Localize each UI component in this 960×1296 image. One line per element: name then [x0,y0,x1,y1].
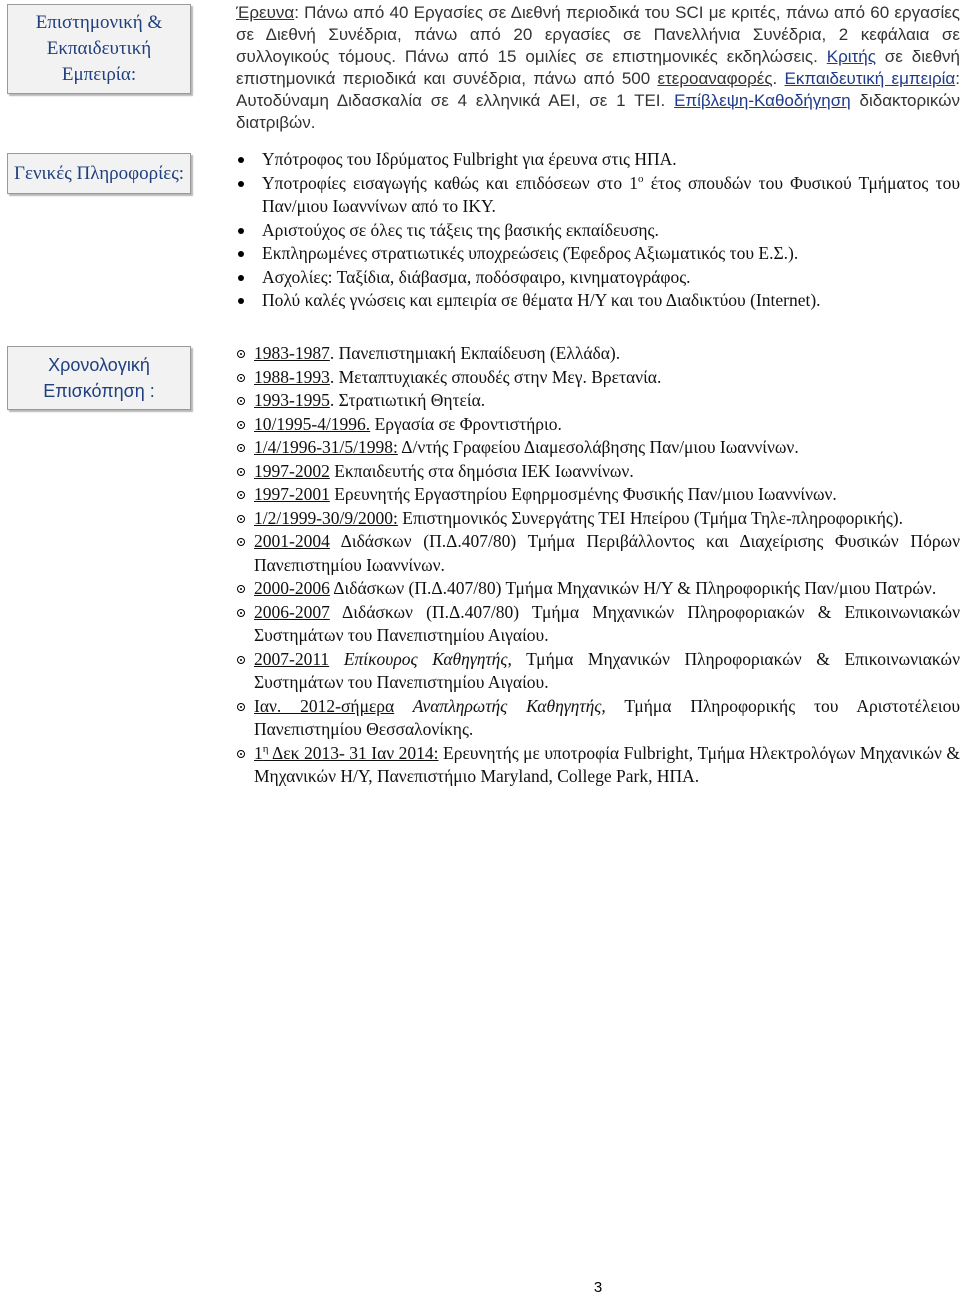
entry-date: 1983-1987 [254,343,330,363]
list-item: Αριστούχος σε όλες τις τάξεις της βασικής εκπαίδευσης. [262,219,960,243]
entry-date: 1/4/1996-31/5/1998: [254,437,398,457]
list-item [254,389,960,413]
list-item [262,172,960,219]
section-label-expertise [7,4,191,94]
list-item [254,413,960,437]
list-item [254,460,960,484]
entry-text: Διδάσκων (Π.Δ.407/80) Τμήμα Περιβάλλοντος και Διαχείρισης Φυσικών Πόρων Πανεπιστημίου Ιωαννίνων. [254,531,960,575]
superscript: η [262,742,269,755]
entry-text: Επιστημονικός Συνεργάτης ΤΕΙ Ηπείρου (Τμήμα Τηλε-πληροφορικής). [397,507,903,528]
entry-date: 2006-2007 [254,601,330,622]
list-item [254,530,960,577]
supervision-text: διδακτορικών διατριβών. [236,91,960,132]
list-item [254,577,960,601]
section-label-text: Επιστημονική & Εκπαιδευτική Εμπειρία: [35,12,163,85]
list-item: Υπότροφος του Ιδρύματος Fulbright για έρευνα στις ΗΠΑ. [262,148,960,172]
entry-text: Διδάσκων (Π.Δ.407/80) Τμήμα Μηχανικών Πληροφοριακών & Επικοινωνιακών Συστημάτων του Πανεπιστημίου Αιγαίου. [254,601,960,645]
entry-date: 1988-1993 [254,366,330,387]
citations-label: ετεροαναφορές [657,69,773,88]
reviewer-label: Κριτής [826,47,876,66]
entry-text: . Πανεπιστημιακή Εκπαίδευση (Ελλάδα). [329,343,621,363]
entry-role: Επίκουρος Καθηγητής, [329,648,512,669]
list-item: Ασχολίες: Ταξίδια, διάβασμα, ποδόσφαιρο, κινηματογράφος. [262,266,960,290]
entry-text: Διδάσκων (Π.Δ.407/80) Τμήμα Μηχανικών Η/Υ & Πληροφορικής Παν/μιου Πατρών. [329,578,937,598]
entry-date: 10/1995-4/1996. [254,413,371,434]
entry-date: 1997-2001 [254,484,330,504]
section-label-chronology [7,346,191,410]
entry-text: Ερευνητής με υποτροφία Fulbright, Τμήμα Ηλεκτρολόγων Μηχανικών & Μηχανικών Η/Υ, Πανεπιστήμιο Maryland, College Park, ΗΠΑ. [254,742,960,786]
scholarship-text: έτος σπουδών του Φυσικού Τμήματος του Παν/μιου Ιωαννίνων από το ΙΚΥ. [262,172,960,216]
list-item [254,366,960,390]
entry-date: 2001-2004 [254,531,330,551]
list-item [254,436,960,460]
entry-date: 2007-2011 [254,648,330,669]
scholarship-text: Υποτροφίες εισαγωγής καθώς και επιδόσεων στο 1 [262,172,639,193]
chronology-list [254,342,960,789]
teaching-label: Εκπαιδευτική εμπειρία [784,69,956,88]
list-item [254,695,960,742]
list-item [254,601,960,648]
section-label-text: Χρονολογική Επισκόπηση : [43,355,155,401]
expertise-paragraph [236,2,960,134]
entry-role: Αναπληρωτής Καθηγητής, [394,695,606,716]
entry-text: . Στρατιωτική Θητεία. [329,390,486,410]
teaching-text: : Αυτοδύναμη Διδασκαλία σε 4 ελληνικά ΑΕΙ, σε 1 ΤΕΙ. [236,69,960,110]
entry-date: 1993-1995 [254,390,330,410]
reviewer-text: σε διεθνή επιστημονικά περιοδικά και συνέδρια, πάνω από 500 [236,47,960,88]
list-item [254,507,960,531]
list-item [254,342,960,366]
list-item: Πολύ καλές γνώσεις και εμπειρία σε θέματα Η/Υ και του Διαδικτύου (Internet). [262,289,960,313]
list-item: Εκπληρωμένες στρατιωτικές υποχρεώσεις (Έφεδρος Αξιωματικός του Ε.Σ.). [262,242,960,266]
entry-text: Εργασία σε Φροντιστήριο. [370,413,562,434]
citations-end: . [772,69,778,88]
list-item [254,742,960,789]
entry-text: Δ/ντής Γραφείου Διαμεσολάβησης Παν/μιου Ιωαννίνων. [397,437,799,457]
research-label: Έρευνα [236,3,295,22]
section-label-general [7,153,191,194]
entry-date: 1997-2002 [254,460,330,481]
entry-date: 1/2/1999-30/9/2000: [254,507,398,528]
list-item [254,648,960,695]
list-item [254,483,960,507]
entry-date: Ιαν. 2012-σήμερα [254,695,395,716]
entry-text: Τμήμα Πληροφορικής του Αριστοτέλειου Πανεπιστημίου Θεσσαλονίκης. [254,695,960,739]
supervision-label: Επίβλεψη-Καθοδήγηση [674,91,851,110]
entry-text: Εκπαιδευτής στα δημόσια ΙΕΚ Ιωαννίνων. [329,460,634,481]
entry-text: Τμήμα Μηχανικών Πληροφοριακών & Επικοινωνιακών Συστημάτων του Πανεπιστημίου Αιγαίου. [254,648,960,692]
entry-date: 2000-2006 [254,578,330,598]
section-label-text: Γενικές Πληροφορίες: [13,162,185,184]
general-info-list [262,148,960,313]
entry-text: Ερευνητής Εργαστηρίου Εφηρμοσμένης Φυσικής Παν/μιου Ιωαννίνων. [329,484,837,504]
date-rest: Δεκ 2013- 31 Ιαν 2014: [268,742,439,763]
date-number: 1 [254,742,263,763]
research-text: : Πάνω από 40 Εργασίες σε Διεθνή περιοδικά του SCI με κριτές, πάνω από 60 εργασίες σε Διεθνή Συνέδρια, πάνω από 20 εργασίες σε Πανελλήνια Συνέδρια, 2 κεφάλαια σε συλλογικούς τόμους. Πάνω από 15 ομιλίες σε επιστημονικές εκδηλώσεις. [236,3,960,66]
entry-text: . Μεταπτυχιακές σπουδές στην Μεγ. Βρετανία. [329,366,662,387]
entry-date [254,743,439,763]
page-number: 3 [593,1279,603,1296]
superscript: ο [638,172,644,185]
